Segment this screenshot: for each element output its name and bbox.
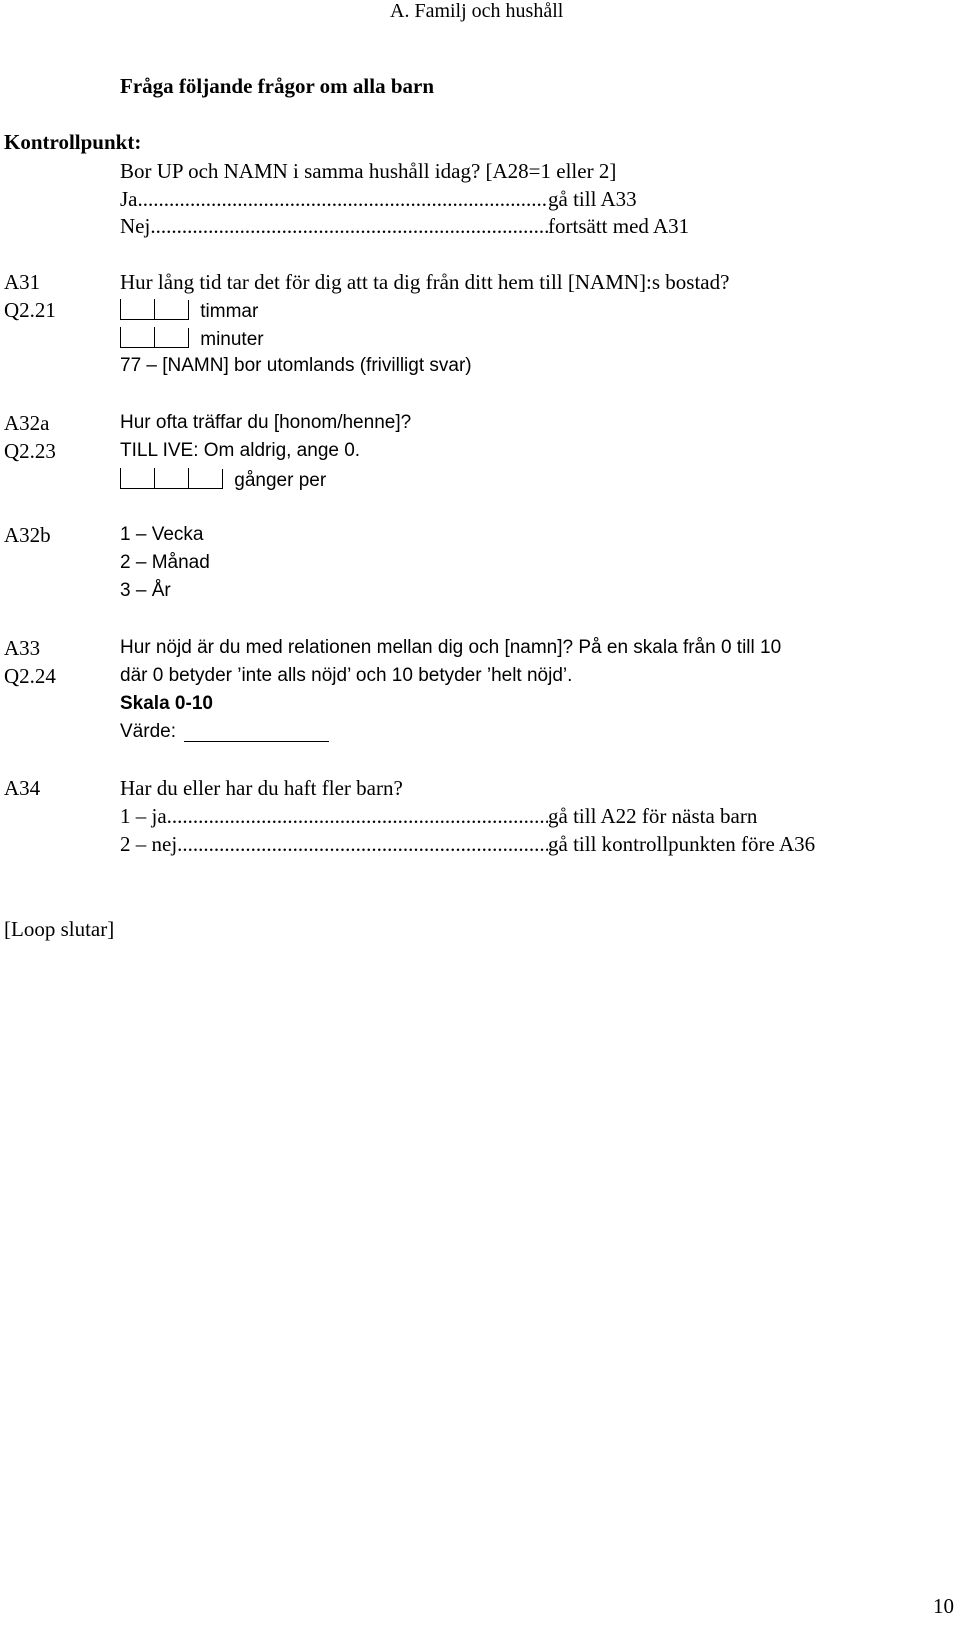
period-option-week[interactable]: 1 – Vecka bbox=[120, 524, 204, 545]
option-route: fortsätt med A31 bbox=[548, 214, 690, 238]
instruction-heading: Fråga följande frågor om alla barn bbox=[120, 74, 434, 98]
digit-boxes[interactable] bbox=[120, 465, 223, 493]
loop-end-marker: [Loop slutar] bbox=[4, 917, 115, 941]
question-a33-line2: där 0 betyder ’inte alls nöjd’ och 10 betyder ’helt nöjd’. bbox=[120, 665, 573, 686]
question-code-a32a: Q2.23 bbox=[4, 439, 56, 463]
unit-times-per: gånger per bbox=[234, 470, 327, 491]
checkpoint-option-nej bbox=[120, 212, 689, 240]
question-a31: Hur lång tid tar det för dig att ta dig från ditt hem till [NAMN]:s bostad? bbox=[120, 270, 730, 294]
question-code-a33: Q2.24 bbox=[4, 664, 56, 688]
question-a34: Har du eller har du haft fler barn? bbox=[120, 776, 403, 800]
hours-input[interactable] bbox=[120, 296, 258, 326]
unit-hours: timmar bbox=[200, 301, 259, 322]
period-option-year[interactable]: 3 – År bbox=[120, 580, 171, 601]
question-id-a32a: A32a bbox=[4, 411, 50, 435]
minutes-input[interactable] bbox=[120, 324, 264, 354]
question-id-a34: A34 bbox=[4, 776, 41, 800]
checkpoint-option-ja bbox=[120, 185, 637, 213]
question-a32a: Hur ofta träffar du [honom/henne]? bbox=[120, 412, 412, 433]
option-route: gå till A33 bbox=[548, 187, 637, 211]
question-id-a32b: A32b bbox=[4, 523, 51, 547]
option-route: gå till A22 för nästa barn bbox=[548, 804, 758, 828]
scale-label: Skala 0-10 bbox=[120, 693, 213, 714]
a34-option-yes[interactable] bbox=[120, 802, 757, 830]
section-header: A. Familj och hushåll bbox=[390, 0, 564, 22]
option-label: Nej bbox=[120, 214, 151, 238]
checkpoint-question: Bor UP och NAMN i samma hushåll idag? [A28=1 eller 2] bbox=[120, 159, 617, 183]
question-id-a31: A31 bbox=[4, 270, 41, 294]
abroad-option[interactable]: 77 – [NAMN] bor utomlands (frivilligt svar) bbox=[120, 355, 472, 376]
option-label: 2 – nej bbox=[120, 832, 178, 856]
option-label: Ja bbox=[120, 187, 138, 211]
unit-minutes: minuter bbox=[200, 329, 264, 350]
option-label: 1 – ja bbox=[120, 804, 167, 828]
question-a33-line1: Hur nöjd är du med relationen mellan dig och [namn]? På en skala från 0 till 10 bbox=[120, 637, 782, 658]
value-input[interactable] bbox=[184, 719, 329, 742]
digit-boxes[interactable] bbox=[120, 296, 189, 324]
period-option-month[interactable]: 2 – Månad bbox=[120, 552, 210, 573]
frequency-input[interactable] bbox=[120, 465, 326, 495]
question-code-a31: Q2.21 bbox=[4, 298, 56, 322]
checkpoint-label: Kontrollpunkt: bbox=[4, 130, 142, 154]
value-field[interactable] bbox=[120, 718, 329, 746]
question-id-a33: A33 bbox=[4, 636, 41, 660]
digit-boxes[interactable] bbox=[120, 324, 189, 352]
option-route: gå till kontrollpunkten före A36 bbox=[548, 832, 816, 856]
page-number: 10 bbox=[933, 1594, 954, 1618]
interviewer-note: TILL IVE: Om aldrig, ange 0. bbox=[120, 440, 361, 461]
value-label: Värde: bbox=[120, 721, 176, 742]
a34-option-no[interactable] bbox=[120, 830, 815, 858]
